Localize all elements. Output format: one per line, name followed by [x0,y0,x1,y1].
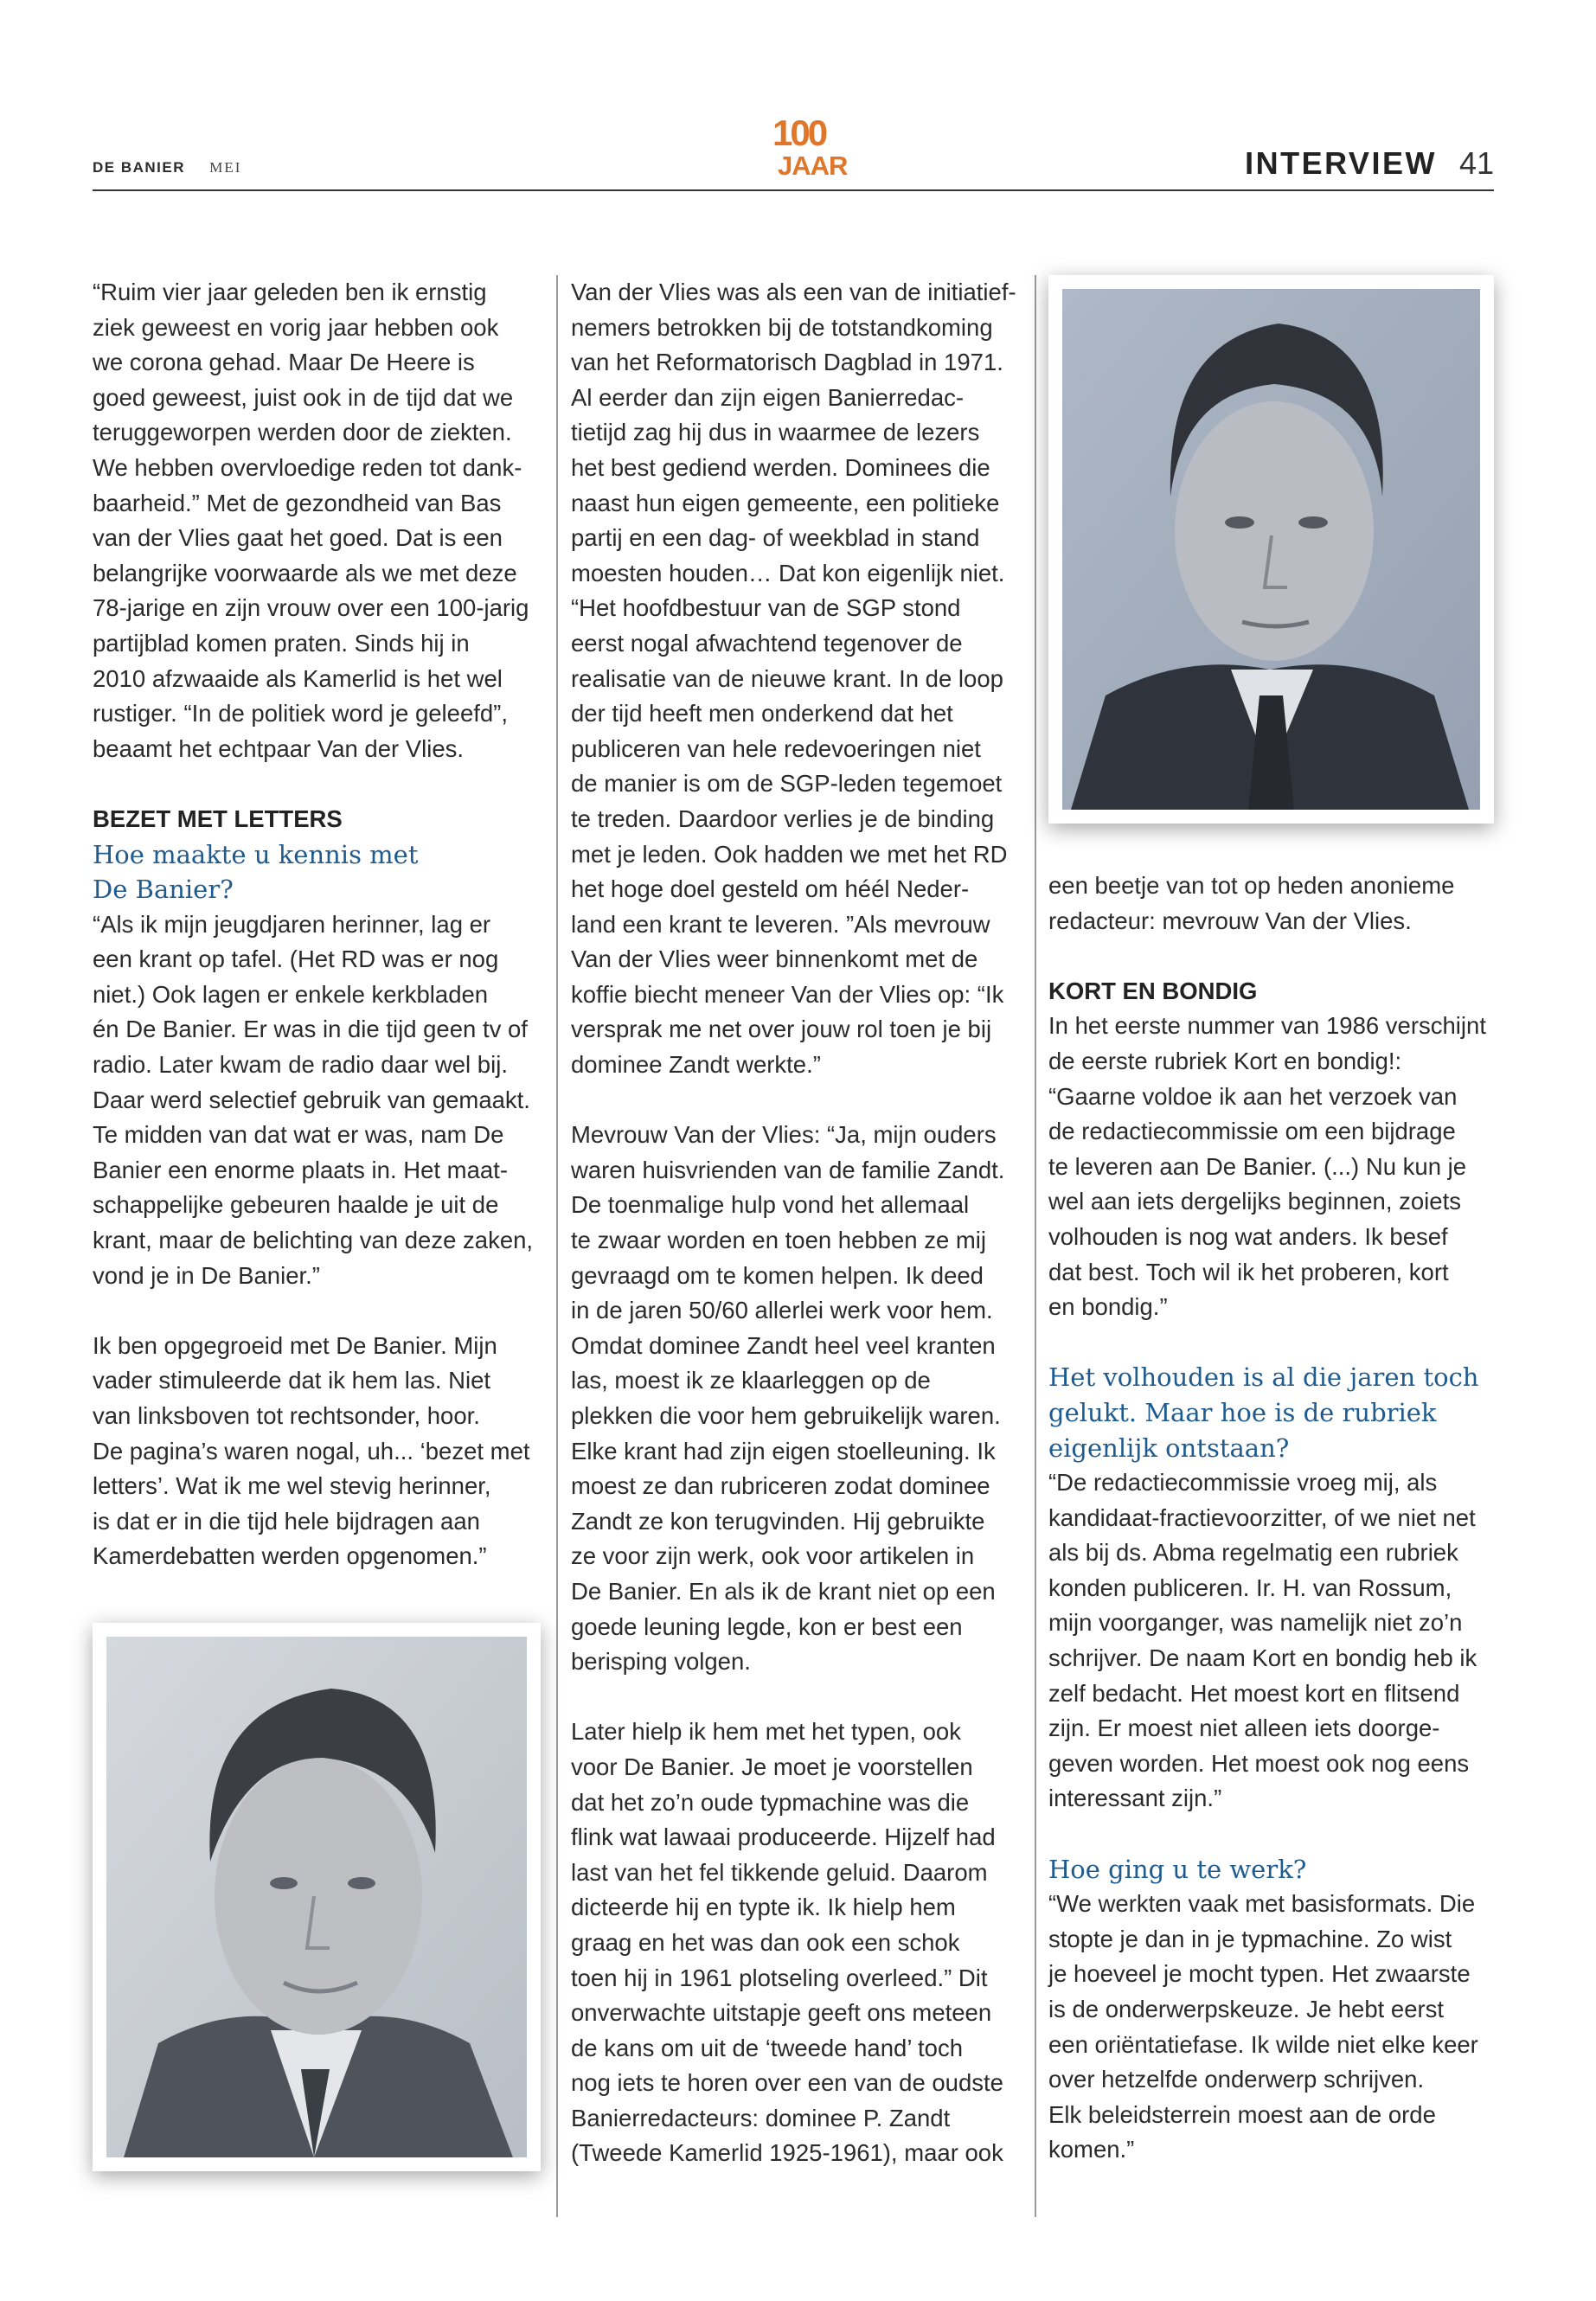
text-line: Te midden van dat wat er was, nam De [93,1121,504,1149]
text-line: “Als ik mijn jeugdjaren herinner, lag er [93,910,491,938]
text-line: de manier is om de SGP-leden tegemoet [571,770,1003,798]
text-line: De Banier? [93,875,234,905]
answer-paragraph [93,907,542,1294]
body-paragraph [571,1118,1021,1680]
text-line: der tijd heeft men onderkend dat het [571,700,953,727]
text-line: land een krant te leveren. ”Als mevrouw [571,910,990,938]
header-rule [93,189,1494,191]
text-line: een beetje van tot op heden anonieme [1048,872,1455,899]
text-line: Ik ben opgegroeid met De Banier. Mijn [93,1331,497,1359]
question-rubriek [1048,1360,1498,1465]
text-line: interessant zijn.” [1048,1785,1222,1812]
text-line: (Tweede Kamerlid 1925-1961), maar ook [571,2139,1003,2167]
text-line: van linksboven tot rechtsonder, hoor. [93,1402,480,1429]
text-line: nog iets te horen over een van de oudste [571,2069,1003,2097]
text-line: in de jaren 50/60 allerlei werk voor hem. [571,1297,993,1324]
text-line: las, moest ik ze klaarleggen op de [571,1367,931,1394]
answer-paragraph [93,1329,542,1574]
text-line: “Ruim vier jaar geleden ben ik ernstig [93,279,487,305]
text-line: van het Reformatorisch Dagblad in 1971. [571,349,1003,376]
text-line: Hoe maakte u kennis met [93,839,419,869]
text-line: berisping volgen. [571,1648,751,1676]
text-line: Kamerdebatten werden opgenomen.” [93,1542,487,1570]
text-line: belangrijke voorwaarde als we met deze [93,559,517,586]
subheading-bezet-met-letters: BEZET MET LETTERS [93,804,343,832]
text-line: goede leuning legde, kon er best een [571,1612,963,1640]
text-line: flink wat lawaai produceerde. Hijzelf had [571,1823,996,1851]
text-line: Van der Vlies was als een van de initiatief- [571,279,1016,305]
text-line: als bij ds. Abma regelmatig een rubriek [1048,1539,1458,1567]
text-line: dicteerde hij en typte ik. Ik hielp hem [571,1894,956,1921]
intro-paragraph [93,275,542,766]
text-line: de redactiecommissie om een bijdrage [1048,1118,1456,1145]
text-line: met je leden. Ook hadden we met het RD [571,840,1008,868]
text-line: 2010 afzwaaide als Kamerlid is het wel [93,664,503,692]
portrait-photo-older [1048,275,1494,824]
text-line: over hetzelfde onderwerp schrijven. [1048,2066,1425,2093]
text-line: De toenmalige hulp vond het allemaal [571,1191,970,1219]
text-line: de eerste rubriek Kort en bondig!: [1048,1047,1402,1074]
text-line: eigenlijk ontstaan? [1048,1433,1290,1463]
text-line: de kans om uit de ‘tweede hand’ toch [571,2034,964,2061]
text-line: eerst nogal afwachtend tegenover de [571,629,963,657]
text-line: redacteur: mevrouw Van der Vlies. [1048,907,1412,934]
issue-month: MEI [209,159,242,176]
column-1 [93,275,542,1574]
text-line: last van het fel tikkende geluid. Daarom [571,1858,988,1886]
column-divider [1035,275,1036,2217]
text-line: vond je in De Banier.” [93,1261,320,1289]
text-line: In het eerste nummer van 1986 verschijnt [1048,1012,1486,1040]
text-line: Banier een enorme plaats in. Het maat- [93,1156,508,1183]
text-line: schrijver. De naam Kort en bondig heb ik [1048,1644,1477,1672]
text-line: stopte je dan in je typmachine. Zo wist [1048,1925,1452,1952]
text-line: een krant op tafel. (Het RD was er nog [93,945,499,973]
text-line: Banierredacteurs: dominee P. Zandt [571,2104,951,2131]
text-line: partij en een dag- of weekblad in stand [571,524,980,552]
text-line: Elk beleidsterrein moest aan de orde [1048,2100,1436,2128]
text-line: baarheid.” Met de gezondheid van Bas [93,489,502,516]
column-divider [556,275,558,2217]
text-line: wel aan iets dergelijks beginnen, zoiets [1048,1188,1461,1215]
text-line: te zwaar worden en toen hebben ze mij [571,1227,987,1254]
page-number: 41 [1458,145,1494,181]
text-line: te treden. Daardoor verlies je de binding [571,804,995,832]
text-line: Daar werd selectief gebruik van gemaakt. [93,1086,530,1113]
portrait-photo-young [93,1623,541,2171]
column-2 [571,275,1021,2171]
text-line: rustiger. “In de politiek word je geleefd”, [93,700,508,727]
text-line: kandidaat-fractievoorzitter, of we niet net [1048,1503,1476,1531]
text-line: vader stimuleerde dat ik hem las. Niet [93,1367,491,1394]
text-line: ze voor zijn werk, ook voor artikelen in [571,1542,975,1570]
text-line: je hoeveel je mocht typen. Het zwaarste [1048,1960,1471,1988]
text-line: versprak me net over jouw rol toen je bij [571,1016,992,1043]
text-line: “De redactiecommissie vroeg mij, als [1048,1469,1438,1497]
text-line: konden publiceren. Ir. H. van Rossum, [1048,1574,1452,1601]
text-line: radio. Later kwam de radio daar wel bij. [93,1051,508,1079]
logo-word: JAAR [778,151,848,180]
text-line: De Banier. En als ik de krant niet op een [571,1577,996,1605]
text-line: mijn voorganger, was namelijk niet zo’n [1048,1609,1463,1637]
body-paragraph [1048,1009,1498,1324]
text-line: naast hun eigen gemeente, een politieke [571,489,1000,516]
body-paragraph [571,275,1021,1083]
anniversary-logo [766,111,861,180]
text-line: plekken die voor hem gebruikelijk waren. [571,1402,1001,1429]
column-3 [1048,868,1498,2168]
text-line: tietijd zag hij dus in waarmee de lezers [571,419,980,446]
running-header [93,159,241,176]
question-werkwijze: Hoe ging u te werk? [1048,1854,1307,1884]
text-line: te leveren aan De Banier. (...) Nu kun je [1048,1152,1467,1180]
text-line: moesten houden… Dat kon eigenlijk niet. [571,559,1005,586]
text-line: zijn. Er moest niet alleen iets doorge- [1048,1715,1440,1742]
text-line: ziek geweest en vorig jaar hebben ook [93,313,499,341]
text-line: dominee Zandt werkte.” [571,1051,821,1079]
text-line: Later hielp ik hem met het typen, ook [571,1718,961,1746]
text-line: komen.” [1048,2136,1135,2163]
text-line: “Gaarne voldoe ik aan het verzoek van [1048,1082,1458,1110]
text-line: is de onderwerpskeuze. Je hebt eerst [1048,1996,1445,2022]
text-line: zelf bedacht. Het moest kort en flitsend [1048,1679,1460,1707]
text-line: goed geweest, juist ook in de tijd dat we [93,383,514,411]
text-line: Het volhouden is al die jaren toch [1048,1362,1479,1393]
text-line: “Het hoofdbestuur van de SGP stond [571,594,961,622]
text-line: teruggeworpen werden door de ziekten. [93,419,512,446]
text-line: een oriëntatiefase. Ik wilde niet elke keer [1048,2030,1478,2058]
text-line: onverwachte uitstapje geeft ons meteen [571,1999,992,2027]
logo-number: 100 [772,112,826,153]
text-line: 78-jarige en zijn vrouw over een 100-jarig [93,594,529,622]
text-line: geven worden. Het moest ook nog eens [1048,1749,1470,1777]
body-paragraph [571,1715,1021,2171]
text-line: De pagina’s waren nogal, uh... ‘bezet met [93,1437,530,1465]
body-paragraph [1048,868,1498,939]
text-line: Mevrouw Van der Vlies: “Ja, mijn ouders [571,1121,997,1149]
text-line: nemers betrokken bij de totstandkoming [571,313,993,341]
portrait-image [1062,289,1480,810]
text-line: realisatie van de nieuwe krant. In de loop [571,664,1003,692]
answer-paragraph [1048,1887,1498,2168]
text-line: het hoge doel gesteld om héél Neder- [571,875,970,903]
text-line: We hebben overvloedige reden tot dank- [93,453,522,481]
portrait-image [106,1637,527,2157]
section-title: INTERVIEW [1245,145,1437,181]
text-line: Van der Vlies weer binnenkomt met de [571,945,978,973]
text-line: toen hij in 1961 plotseling overleed.” Dit [571,1964,988,1991]
text-line: gelukt. Maar hoe is de rubriek [1048,1397,1437,1427]
text-line: “We werkten vaak met basisformats. Die [1048,1890,1476,1918]
subheading-kort-en-bondig: KORT EN BONDIG [1048,977,1258,1004]
answer-paragraph [1048,1465,1498,1817]
text-line: dat best. Toch wil ik het proberen, kort [1048,1258,1449,1285]
section-header [1245,145,1494,182]
text-line: en bondig.” [1048,1293,1168,1321]
text-line: schappelijke gebeuren haalde je uit de [93,1191,499,1219]
text-line: Al eerder dan zijn eigen Banierredac- [571,383,965,411]
text-line: van der Vlies gaat het goed. Dat is een [93,524,503,552]
text-line: we corona gehad. Maar De Heere is [93,349,475,376]
text-line: is dat er in die tijd hele bijdragen aan [93,1507,480,1535]
text-line: waren huisvrienden van de familie Zandt. [571,1156,1005,1183]
question-kennis [93,837,542,907]
text-line: voor De Banier. Je moet je voorstellen [571,1753,973,1780]
text-line: graag en het was dan ook een schok [571,1928,960,1956]
text-line: partijblad komen praten. Sinds hij in [93,629,470,657]
text-line: dat het zo’n oude typmachine was die [571,1788,970,1816]
magazine-name: DE BANIER [93,159,186,176]
text-line: beaamt het echtpaar Van der Vlies. [93,734,465,762]
text-line: niet.) Ook lagen er enkele kerkbladen [93,980,489,1008]
text-line: het best gediend werden. Dominees die [571,453,990,481]
text-line: publiceren van hele redevoeringen niet [571,734,981,762]
text-line: letters’. Wat ik me wel stevig herinner, [93,1472,491,1500]
text-line: gevraagd om te komen helpen. Ik deed [571,1261,984,1289]
text-line: krant, maar de belichting van deze zaken, [93,1227,534,1254]
text-line: Elke krant had zijn eigen stoelleuning. Ik [571,1437,996,1465]
text-line: koffie biecht meneer Van der Vlies op: “Ik [571,980,1004,1008]
text-line: volhouden is nog wat anders. Ik besef [1048,1222,1448,1250]
text-line: moest ze dan rubriceren zodat dominee [571,1472,990,1500]
text-line: én De Banier. Er was in die tijd geen tv of [93,1016,528,1043]
text-line: Zandt ze kon terugvinden. Hij gebruikte [571,1507,985,1535]
text-line: Omdat dominee Zandt heel veel kranten [571,1331,996,1359]
